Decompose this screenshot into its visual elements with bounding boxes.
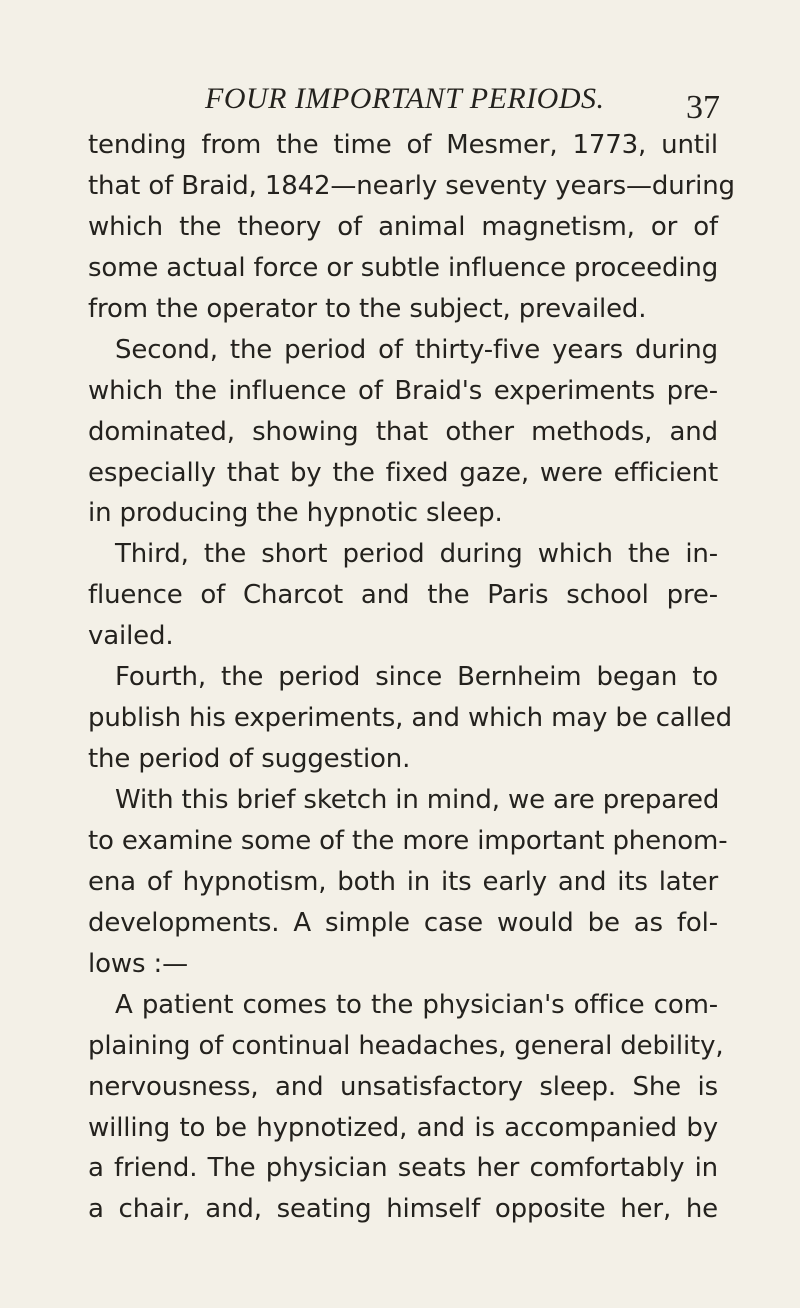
text-line: which the influence of Braid's experiments pre- [88, 375, 718, 406]
body-text [88, 125, 735, 1230]
text-line: ena of hypnotism, both in its early and its later [88, 866, 718, 897]
running-title: FOUR IMPORTANT PERIODS. [205, 82, 605, 115]
text-line: A patient comes to the physician's office com- [115, 989, 718, 1020]
text-line: a friend. The physician seats her comfortably in [88, 1153, 718, 1184]
text-line: some actual force or subtle influence proceeding [88, 252, 719, 283]
text-line: vailed. [88, 621, 174, 652]
text-line: Third, the short period during which the in- [115, 539, 718, 570]
text-line: lows :— [88, 948, 188, 979]
text-line: fluence of Charcot and the Paris school pre- [88, 580, 718, 611]
text-line: dominated, showing that other methods, and [88, 416, 718, 447]
text-line: plaining of continual headaches, general debility, [88, 1030, 724, 1061]
text-line: With this brief sketch in mind, we are prepared [115, 785, 720, 815]
text-line: that of Braid, 1842—nearly seventy years—during [88, 170, 735, 201]
text-line: Fourth, the period since Bernheim began to [115, 662, 718, 693]
text-line: a chair, and, seating himself opposite her, he [88, 1194, 718, 1225]
page-number: 37 [686, 89, 720, 126]
text-line: to examine some of the more important phenom- [88, 825, 728, 856]
text-line: nervousness, and unsatisfactory sleep. She is [88, 1071, 718, 1102]
text-line: from the operator to the subject, prevailed. [88, 293, 647, 324]
text-line: developments. A simple case would be as fol- [88, 907, 718, 938]
text-line: especially that by the fixed gaze, were efficient [88, 457, 718, 488]
text-line: publish his experiments, and which may be called [88, 703, 732, 734]
text-line: the period of suggestion. [88, 744, 411, 775]
text-line: Second, the period of thirty-five years during [115, 334, 718, 365]
text-line: willing to be hypnotized, and is accompanied by [88, 1112, 718, 1143]
text-line: which the theory of animal magnetism, or of [88, 211, 718, 242]
text-line: in producing the hypnotic sleep. [88, 498, 503, 529]
text-line: tending from the time of Mesmer, 1773, until [88, 130, 718, 160]
